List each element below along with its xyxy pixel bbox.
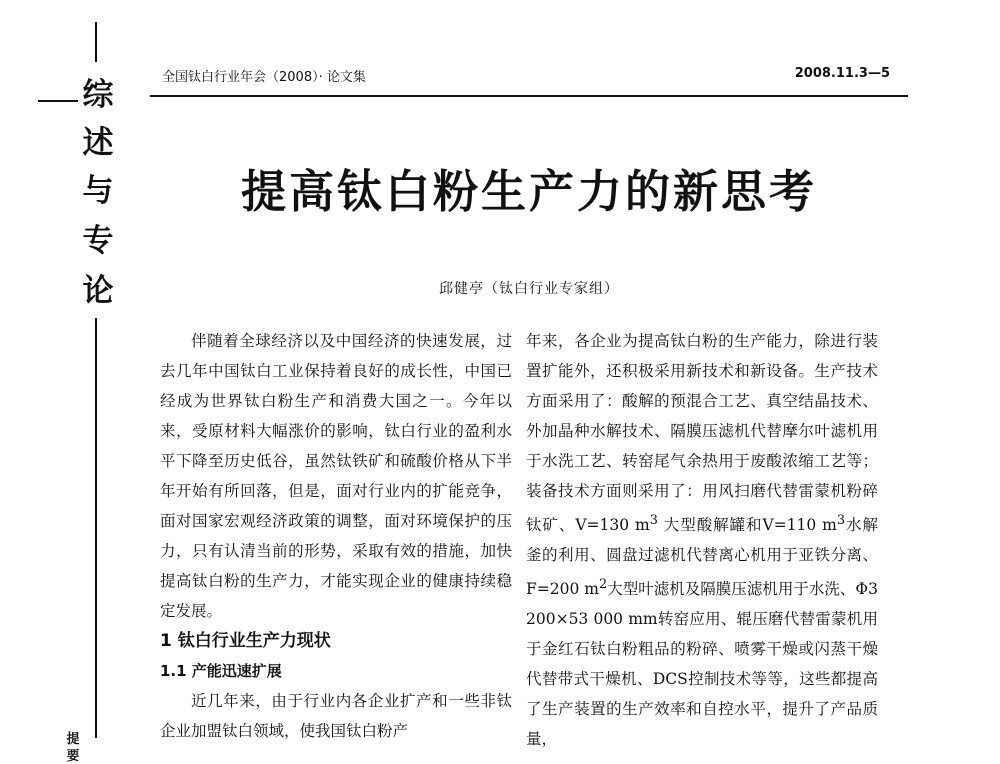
header-date-pages: 2008.11.3—5 <box>794 66 890 81</box>
margin-rule-top <box>95 22 97 62</box>
abstract-char-2: 要 <box>66 749 80 764</box>
sidebar-char-2: 述 <box>82 125 114 161</box>
text-segment: 水解釜的利用、圆盘过滤机代替离心机用于亚铁分离、F=200 m <box>526 516 878 599</box>
text-segment: 大型酸解罐和V=110 m <box>657 516 837 535</box>
text-segment: 大型叶滤机及隔膜压滤机用于水洗、Φ3 200×53 000 mm转窑应用、辊压磨代替雷蒙机用于金红石钛白粉粗品的粉碎、喷雾干燥或闪蒸干燥代替带式干燥机、DCS控制技术等等，这些都提高了生产装置的生产效率和自控水平，提升了产品质量， <box>526 580 878 749</box>
article-title: 提高钛白粉生产力的新思考 <box>240 165 817 218</box>
section-heading-1-1: 1.1 产能迅速扩展 <box>160 662 282 680</box>
text-segment: 年来，各企业为提高钛白粉的生产能力，除进行装置扩能外，还积极采用新技术和新设备。生产技术方面采用了：酸解的预混合工艺、真空结晶技术、外加晶种水解技术、隔膜压滤机代替摩尔叶滤机用于水洗工艺、转窑尾气余热用于废酸浓缩工艺等；装备技术方面则采用了：用风扫磨代替雷蒙机粉碎钛矿、V=130 m <box>526 332 878 535</box>
right-column-paragraph <box>526 326 878 754</box>
sidebar-char-3: 与 <box>82 173 114 209</box>
sidebar-char-5: 论 <box>82 273 114 309</box>
margin-rule-bottom <box>95 318 97 738</box>
journal-header: 全国钛白行业年会（2008）· 论文集 <box>162 70 366 85</box>
sidebar-char-1: 综 <box>82 77 114 113</box>
superscript: 3 <box>649 513 658 528</box>
abstract-char-1: 提 <box>66 732 80 747</box>
sidebar-char-4: 专 <box>82 223 114 259</box>
header-rule <box>150 95 908 97</box>
body-column-right <box>526 326 878 754</box>
margin-tick <box>38 100 78 102</box>
superscript: 2 <box>598 577 608 593</box>
body-column-left <box>160 326 512 740</box>
superscript: 3 <box>836 513 846 528</box>
paragraph-1-1: 近几年来，由于行业内各企业扩产和一些非钛企业加盟钛白领域，使我国钛白粉产 <box>160 692 512 740</box>
section-heading-1: 1 钛白行业生产力现状 <box>160 631 331 651</box>
author-line: 邱健亭（钛白行业专家组） <box>439 281 619 297</box>
intro-paragraph: 伴随着全球经济以及中国经济的快速发展，过去几年中国钛白工业保持着良好的成长性，中国已经成为世界钛白粉生产和消费大国之一。今年以来，受原材料大幅涨价的影响，钛白行业的盈利水平下降至历史低谷，虽然钛铁矿和硫酸价格从下半年开始有所回落，但是，面对行业内的扩能竞争，面对国家宏观经济政策的调整，面对环境保护的压力，只有认清当前的形势，采取有效的措施，加快提高钛白粉的生产力，才能实现企业的健康持续稳定发展。 <box>160 332 512 620</box>
